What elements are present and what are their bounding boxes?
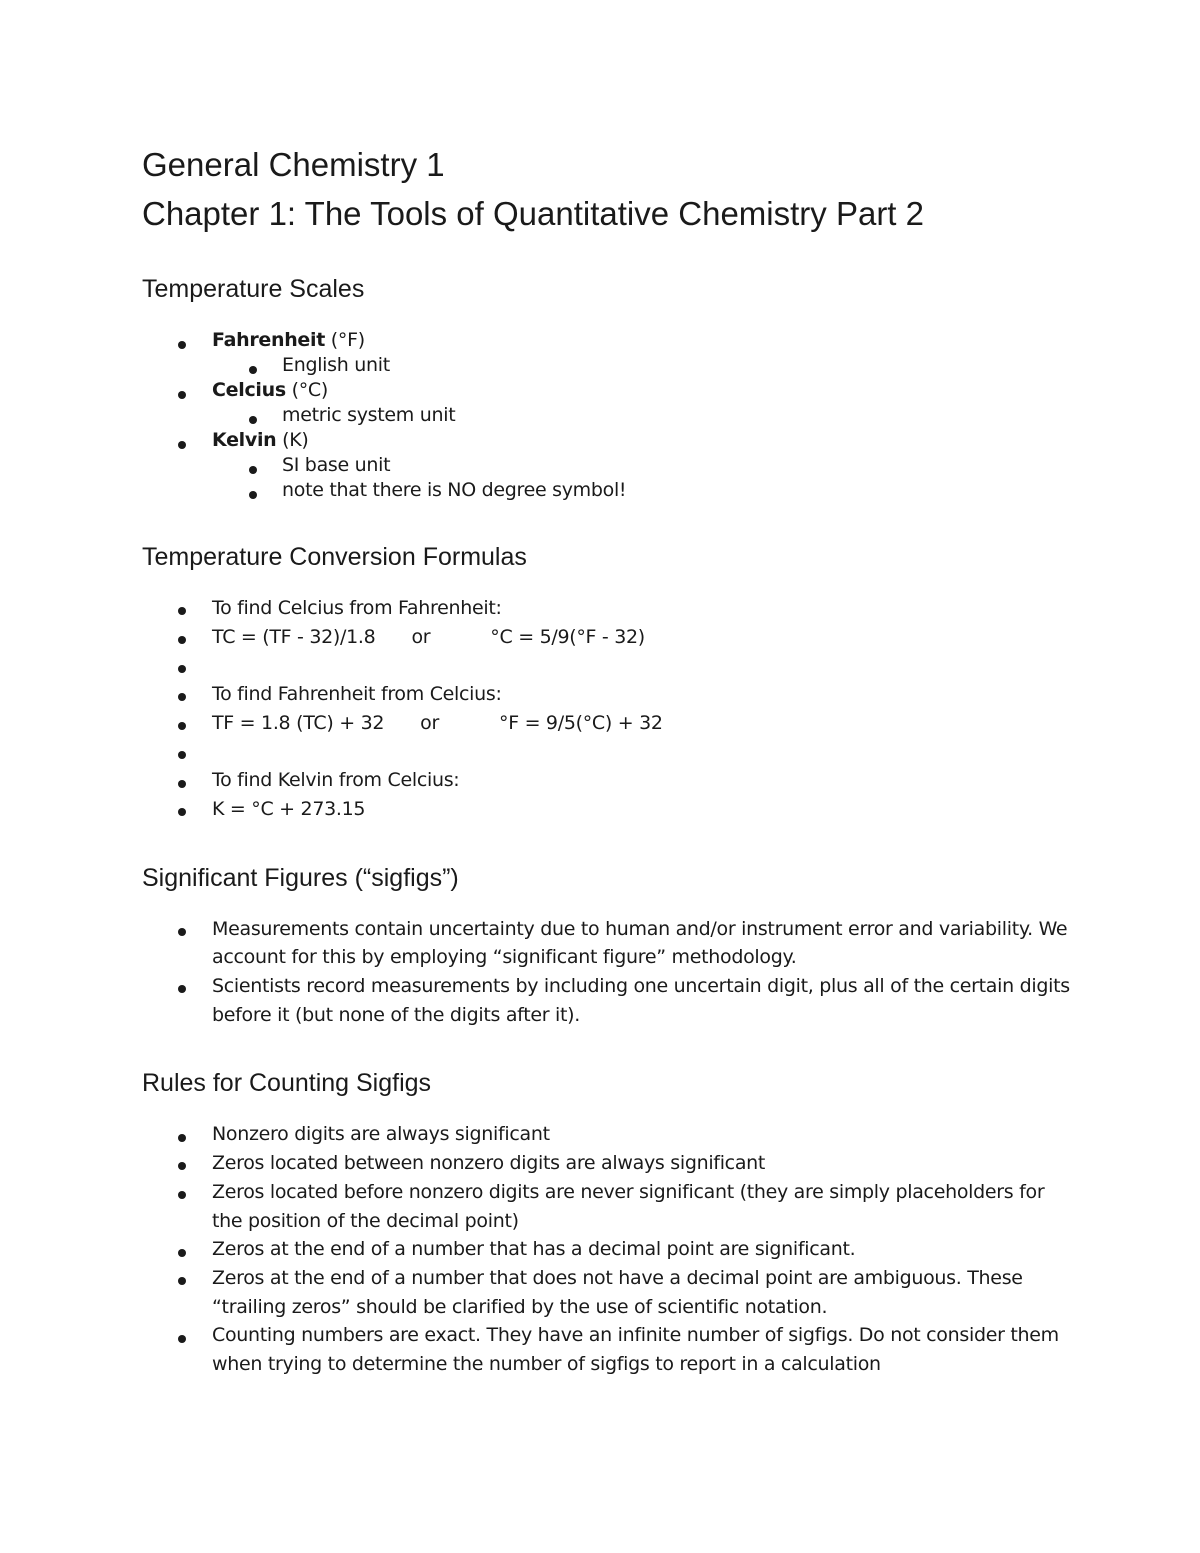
list-item-formula: [142, 623, 1072, 652]
scale-name: Celcius: [212, 379, 286, 401]
temperature-scales-list: [142, 328, 1072, 503]
list-item: Zeros at the end of a number that does not have a decimal point are ambiguous. These “trailing zeros” should be clarified by the use of scientific notation.: [142, 1264, 1072, 1321]
list-item-formula: [142, 709, 1072, 738]
or-text: or: [411, 625, 431, 648]
list-item: To find Celcius from Fahrenheit:: [142, 594, 1072, 623]
list-item-empty: [142, 651, 1072, 680]
document-title: General Chemistry 1: [142, 146, 445, 183]
list-item-empty: [142, 738, 1072, 767]
scale-name: Fahrenheit: [212, 329, 326, 351]
heading-significant-figures: Significant Figures (“sigfigs”): [142, 863, 459, 892]
list-item: Zeros located before nonzero digits are never significant (they are simply placeholders for the position of the decimal point): [142, 1178, 1072, 1235]
sub-item: SI base unit: [142, 453, 1072, 478]
or-text: or: [420, 711, 439, 734]
list-item-formula: K = °C + 273.15: [142, 795, 1072, 824]
scale-name: Kelvin: [212, 429, 277, 451]
conversion-formulas-list: [142, 594, 1072, 824]
list-item: Scientists record measurements by including one uncertain digit, plus all of the certain digits before it (but none of the digits after it).: [142, 972, 1072, 1029]
scale-unit: (K): [276, 429, 309, 451]
scale-unit: (°C): [285, 379, 328, 401]
list-item: Counting numbers are exact. They have an infinite number of sigfigs. Do not consider them when trying to determine the number of sigfigs to report in a calculation: [142, 1321, 1072, 1378]
sub-item: English unit: [142, 353, 1072, 378]
rules-list: [142, 1120, 1072, 1378]
formula-text: TC = (TF - 32)/1.8: [212, 625, 376, 648]
list-item-fahrenheit: [142, 328, 1072, 353]
heading-temperature-scales: Temperature Scales: [142, 275, 365, 303]
list-item-kelvin: [142, 428, 1072, 453]
list-item: Nonzero digits are always significant: [142, 1120, 1072, 1149]
list-item: To find Fahrenheit from Celcius:: [142, 680, 1072, 709]
sub-item: metric system unit: [142, 403, 1072, 428]
scale-unit: (°F): [325, 329, 365, 351]
heading-rules-counting-sigfigs: Rules for Counting Sigfigs: [142, 1069, 432, 1098]
list-item: Zeros at the end of a number that has a decimal point are significant.: [142, 1235, 1072, 1264]
list-item: Measurements contain uncertainty due to human and/or instrument error and variability. We account for this by employing “significant figure” methodology.: [142, 915, 1072, 972]
heading-conversion-formulas: Temperature Conversion Formulas: [142, 543, 527, 571]
sub-item: note that there is NO degree symbol!: [142, 478, 1072, 503]
chapter-title: Chapter 1: The Tools of Quantitative Chemistry Part 2: [142, 195, 924, 232]
significant-figures-list: [142, 915, 1072, 1030]
formula-text: °F = 9/5(°C) + 32: [499, 711, 663, 734]
list-item-celcius: [142, 378, 1072, 403]
formula-text: TF = 1.8 (TC) + 32: [212, 711, 385, 734]
formula-text: °C = 5/9(°F - 32): [490, 625, 645, 648]
list-item: To find Kelvin from Celcius:: [142, 766, 1072, 795]
document-page: [142, 140, 1072, 1379]
list-item: Zeros located between nonzero digits are always significant: [142, 1149, 1072, 1178]
